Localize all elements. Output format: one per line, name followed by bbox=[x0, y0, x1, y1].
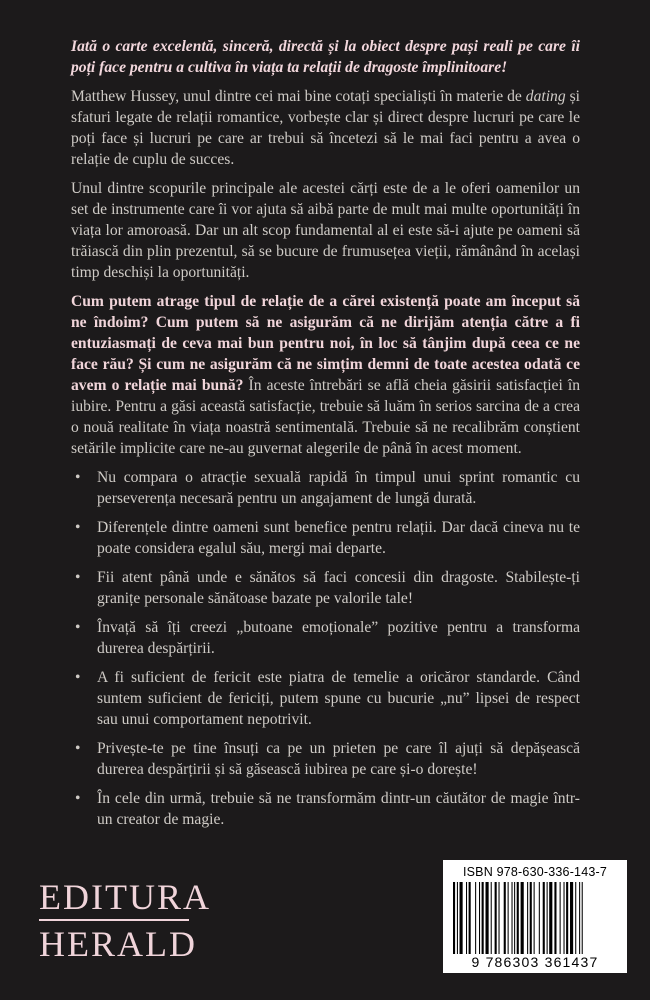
list-item: • A fi suficient de fericit este piatra de temelie a oricăror standarde. Când suntem suficient de fericiți, putem spune cu bucurie „nu” lipsei de respect sau unui comportament nepotrivit. bbox=[71, 667, 580, 730]
list-item: • Nu compara o atracție sexuală rapidă în timpul unui sprint romantic cu perseverența necesară pentru un angajament de lungă durată. bbox=[71, 467, 580, 509]
list-item: • În cele din urmă, trebuie să ne transformăm dintr-un căutător de magie într-un creator de magie. bbox=[71, 788, 580, 830]
intro-paragraph: Iată o carte excelentă, sinceră, directă și la obiect despre pași reali pe care îi poți face pentru a cultiva în viața ta relații de dragoste împlinitoare! bbox=[71, 38, 580, 76]
isbn-label: ISBN 978-630-336-143-7 bbox=[462, 865, 608, 879]
questions-paragraph bbox=[71, 291, 580, 459]
questions-rest: În aceste întrebări se află cheia găsirii satisfacției în iubire. Pentru a găsi această satisfacție, trebuie să luăm în serios sarcina de a crea o nouă realitate în viața noastră sentimentală. Trebuie să ne recalibrăm conștient setările implicite care ne-au guvernat alegerile de până în acest moment. bbox=[71, 377, 581, 457]
isbn-barcode bbox=[443, 860, 627, 973]
isbn-digits: 9 786303 361437 bbox=[471, 954, 599, 970]
back-cover-text bbox=[71, 36, 580, 838]
dating-term: dating bbox=[525, 88, 566, 105]
list-item: • Privește-te pe tine însuți ca pe un prieten pe care îl ajuți să depășească durerea despărțirii și să găsească iubirea pe care și-o dorește! bbox=[71, 738, 580, 780]
list-item: • Învață să îți creezi „butoane emoționale” pozitive pentru a transforma durerea despărțirii. bbox=[71, 617, 580, 659]
author-paragraph bbox=[71, 86, 580, 170]
author-text-start: Matthew Hussey, unul dintre cei mai bine cotați specialiști în materie de bbox=[71, 88, 526, 105]
publisher-line-2: HERALD bbox=[39, 924, 197, 964]
author-text-end: și sfaturi legate de relații romantice, vorbește clar și direct despre lucruri pe care le poți face și lucruri pe care ar trebui să încetezi să le mai faci pentru a avea o relație de cuplu de succes. bbox=[71, 88, 580, 168]
questions-bold: Cum putem atrage tipul de relație de a cărei existență poate am început să ne îndoim? Cum putem să ne asigurăm că ne dirijăm atenția către a fi entuziasmați de ceva mai bun pentru noi, în loc să tânjim după ceea ce ne face rău? Și cum ne asigurăm că ne simțim demni de toate acestea odată ce avem o relație mai bună? bbox=[71, 293, 580, 394]
publisher-line-1: EDITURA bbox=[39, 877, 211, 917]
list-item: • Diferențele dintre oameni sunt benefice pentru relații. Dar dacă cineva nu te poate considera egalul său, mergi mai departe. bbox=[71, 517, 580, 559]
publisher-divider bbox=[39, 919, 189, 921]
publisher-logo bbox=[39, 877, 211, 964]
purpose-paragraph: Unul dintre scopurile principale ale acestei cărți este de a le oferi oamenilor un set de instrumente care îi vor ajuta să aibă parte de mult mai multe oportunități în viața lor amoroasă. Dar un alt scop fundamental al ei este să-i ajute pe oameni să trăiască din plin prezentul, să se bucure de frumusețea vieții, rămânând în același timp deschiși la oportunități. bbox=[71, 180, 580, 281]
tips-list bbox=[71, 467, 580, 830]
list-item: • Fii atent până unde e sănătos să faci concesii din dragoste. Stabilește-ți granițe personale sănătoase bazate pe valorile tale! bbox=[71, 567, 580, 609]
barcode-icon bbox=[451, 882, 619, 954]
